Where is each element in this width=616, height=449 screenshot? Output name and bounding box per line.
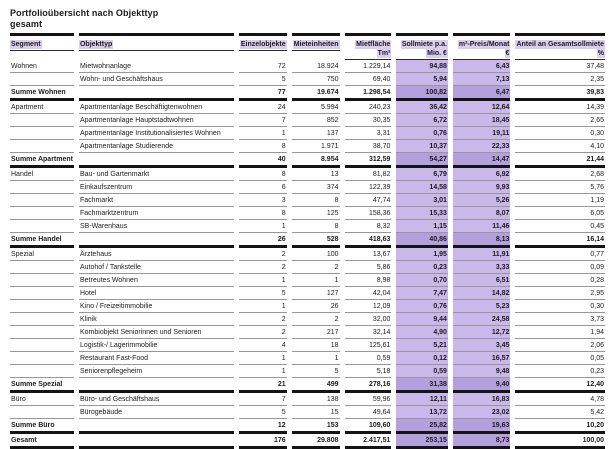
mietflaeche-cell: 8,32 (345, 220, 392, 233)
mieteinheiten-cell: 18 (292, 339, 340, 352)
segment-cell (10, 194, 74, 207)
sum-row (10, 419, 605, 434)
preis-cell: 3,33 (453, 261, 510, 274)
sollmiete-cell: 1,95 (396, 248, 448, 261)
einzelobjekte-cell: 7 (239, 114, 287, 127)
mieteinheiten-cell: 217 (292, 326, 340, 339)
anteil-cell: 5,76 (515, 181, 605, 194)
objekttyp-cell: Fachmarktzentrum (79, 207, 234, 220)
objekttyp-cell: Bürogebäude (79, 406, 234, 419)
preis-cell: 5,26 (453, 194, 510, 207)
data-row (10, 300, 605, 313)
anteil-cell: 37,48 (515, 60, 605, 73)
mieteinheiten-cell: 1.971 (292, 140, 340, 153)
objekttyp-cell (79, 233, 234, 248)
mieteinheiten-cell: 8.954 (292, 153, 340, 168)
sollmiete-cell: 0,76 (396, 300, 448, 313)
column-label: Anteil an Gesamtsollmiete (516, 41, 604, 48)
mieteinheiten-cell: 8 (292, 194, 340, 207)
objekttyp-cell (79, 419, 234, 434)
objekttyp-cell: Ärztehaus (79, 248, 234, 261)
mietflaeche-cell: 418,63 (345, 233, 392, 248)
mieteinheiten-cell: 8 (292, 220, 340, 233)
segment-cell: Summe Wohnen (10, 86, 74, 101)
objekttyp-cell: Klinik (79, 313, 234, 326)
einzelobjekte-cell: 2 (239, 313, 287, 326)
mietflaeche-cell: 47,74 (345, 194, 392, 207)
anteil-cell: 0,30 (515, 300, 605, 313)
einzelobjekte-cell: 8 (239, 168, 287, 181)
einzelobjekte-cell: 1 (239, 300, 287, 313)
segment-cell (10, 287, 74, 300)
objekttyp-cell (79, 86, 234, 101)
segment-cell: Gesamt (10, 434, 74, 449)
mietflaeche-cell: 42,04 (345, 287, 392, 300)
sollmiete-cell: 0,76 (396, 127, 448, 140)
mietflaeche-cell: 278,16 (345, 378, 392, 393)
anteil-cell: 16,14 (515, 233, 605, 248)
column-header-segment (10, 33, 74, 60)
mieteinheiten-cell: 127 (292, 287, 340, 300)
einzelobjekte-cell: 2 (239, 248, 287, 261)
anteil-cell: 2,06 (515, 339, 605, 352)
data-row (10, 101, 605, 114)
einzelobjekte-cell: 3 (239, 194, 287, 207)
sum-row (10, 378, 605, 393)
data-row (10, 274, 605, 287)
preis-cell: 9,93 (453, 181, 510, 194)
mietflaeche-cell: 2.417,51 (345, 434, 392, 449)
sollmiete-cell: 0,23 (396, 261, 448, 274)
preis-cell: 12,64 (453, 101, 510, 114)
mieteinheiten-cell: 153 (292, 419, 340, 434)
preis-cell: 5,23 (453, 300, 510, 313)
objekttyp-cell (79, 153, 234, 168)
objekttyp-cell: Einkaufszentrum (79, 181, 234, 194)
einzelobjekte-cell: 1 (239, 220, 287, 233)
segment-cell (10, 207, 74, 220)
mieteinheiten-cell: 5.994 (292, 101, 340, 114)
segment-cell: Wohnen (10, 60, 74, 73)
mietflaeche-cell: 5,18 (345, 365, 392, 378)
report-title (10, 8, 610, 30)
einzelobjekte-cell: 4 (239, 339, 287, 352)
segment-cell (10, 300, 74, 313)
column-label: Einzelobjekte (240, 41, 286, 48)
segment-cell (10, 73, 74, 86)
preis-cell: 6,92 (453, 168, 510, 181)
preis-cell: 16,83 (453, 393, 510, 406)
column-unit: € (505, 50, 510, 57)
anteil-cell: 2,95 (515, 287, 605, 300)
objekttyp-cell: Hotel (79, 287, 234, 300)
column-header-anteil (515, 33, 605, 60)
column-header-mieteinheiten (292, 33, 340, 60)
report-title-line2: gesamt (10, 19, 43, 29)
column-label: Objekttyp (79, 41, 113, 48)
einzelobjekte-cell: 5 (239, 406, 287, 419)
segment-cell: Büro (10, 393, 74, 406)
einzelobjekte-cell: 8 (239, 207, 287, 220)
data-row (10, 60, 605, 73)
mieteinheiten-cell: 2 (292, 313, 340, 326)
segment-cell: Summe Apartment (10, 153, 74, 168)
preis-cell: 22,33 (453, 140, 510, 153)
segment-cell (10, 326, 74, 339)
einzelobjekte-cell: 12 (239, 419, 287, 434)
mietflaeche-cell: 8,98 (345, 274, 392, 287)
preis-cell: 23,02 (453, 406, 510, 419)
mieteinheiten-cell: 15 (292, 406, 340, 419)
sollmiete-cell: 0,12 (396, 352, 448, 365)
einzelobjekte-cell: 6 (239, 181, 287, 194)
anteil-cell: 0,28 (515, 274, 605, 287)
einzelobjekte-cell: 40 (239, 153, 287, 168)
einzelobjekte-cell: 24 (239, 101, 287, 114)
data-row (10, 313, 605, 326)
column-label: m²-Preis/Monat (458, 41, 510, 48)
preis-cell: 9,48 (453, 365, 510, 378)
preis-cell: 8,13 (453, 233, 510, 248)
sollmiete-cell: 12,11 (396, 393, 448, 406)
sollmiete-cell: 1,15 (396, 220, 448, 233)
anteil-cell: 2,68 (515, 168, 605, 181)
mieteinheiten-cell: 19.674 (292, 86, 340, 101)
segment-cell (10, 274, 74, 287)
anteil-cell: 4,10 (515, 140, 605, 153)
mieteinheiten-cell: 100 (292, 248, 340, 261)
sollmiete-cell: 5,21 (396, 339, 448, 352)
mieteinheiten-cell: 374 (292, 181, 340, 194)
sollmiete-cell: 10,37 (396, 140, 448, 153)
anteil-cell: 100,00 (515, 434, 605, 449)
segment-cell (10, 261, 74, 274)
mietflaeche-cell: 32,14 (345, 326, 392, 339)
segment-cell: Handel (10, 168, 74, 181)
objekttyp-cell: Kombiobjekt Seniorinnen und Senioren (79, 326, 234, 339)
sollmiete-cell: 0,70 (396, 274, 448, 287)
objekttyp-cell (79, 378, 234, 393)
report-title-line1: Portfolioübersicht nach Objekttyp (10, 8, 159, 18)
objekttyp-cell: Kino / Freizeitimmobilie (79, 300, 234, 313)
mietflaeche-cell: 240,23 (345, 101, 392, 114)
objekttyp-cell: Betreutes Wohnen (79, 274, 234, 287)
mietflaeche-cell: 1.298,54 (345, 86, 392, 101)
mietflaeche-cell: 59,96 (345, 393, 392, 406)
segment-cell: Spezial (10, 248, 74, 261)
objekttyp-cell: Apartmentanlage Institutionalisiertes Wohnen (79, 127, 234, 140)
mietflaeche-cell: 158,36 (345, 207, 392, 220)
preis-cell: 9,40 (453, 378, 510, 393)
sum-row (10, 86, 605, 101)
preis-cell: 19,63 (453, 419, 510, 434)
mietflaeche-cell: 12,09 (345, 300, 392, 313)
mieteinheiten-cell: 852 (292, 114, 340, 127)
segment-cell (10, 352, 74, 365)
segment-cell (10, 127, 74, 140)
objekttyp-cell: Apartmentanlage Studierende (79, 140, 234, 153)
table-body (10, 60, 605, 449)
objekttyp-cell (79, 434, 234, 449)
anteil-cell: 6,05 (515, 207, 605, 220)
preis-cell: 11,46 (453, 220, 510, 233)
objekttyp-cell: Apartmentanlage Hauptstadtwohnen (79, 114, 234, 127)
data-row (10, 114, 605, 127)
column-header-preis (453, 33, 510, 60)
einzelobjekte-cell: 1 (239, 365, 287, 378)
preis-cell: 18,45 (453, 114, 510, 127)
einzelobjekte-cell: 1 (239, 352, 287, 365)
einzelobjekte-cell: 1 (239, 127, 287, 140)
segment-cell: Apartment (10, 101, 74, 114)
column-header-einzelobjekte (239, 33, 287, 60)
einzelobjekte-cell: 7 (239, 393, 287, 406)
anteil-cell: 21,44 (515, 153, 605, 168)
mietflaeche-cell: 5,86 (345, 261, 392, 274)
segment-cell (10, 313, 74, 326)
einzelobjekte-cell: 5 (239, 287, 287, 300)
column-header-objekttyp (79, 33, 234, 60)
anteil-cell: 4,78 (515, 393, 605, 406)
preis-cell: 6,47 (453, 86, 510, 101)
einzelobjekte-cell: 21 (239, 378, 287, 393)
sollmiete-cell: 5,94 (396, 73, 448, 86)
objekttyp-cell: Apartmentanlage Beschäftigtenwohnen (79, 101, 234, 114)
mieteinheiten-cell: 13 (292, 168, 340, 181)
mieteinheiten-cell: 26 (292, 300, 340, 313)
column-header-mietflaeche (345, 33, 392, 60)
column-label: Segment (11, 41, 41, 48)
sollmiete-cell: 253,15 (396, 434, 448, 449)
column-unit: % (597, 50, 604, 57)
data-row (10, 287, 605, 300)
sollmiete-cell: 6,79 (396, 168, 448, 181)
einzelobjekte-cell: 26 (239, 233, 287, 248)
objekttyp-cell: Restaurant Fast-Food (79, 352, 234, 365)
mieteinheiten-cell: 1 (292, 274, 340, 287)
data-row (10, 248, 605, 261)
sollmiete-cell: 7,47 (396, 287, 448, 300)
anteil-cell: 39,83 (515, 86, 605, 101)
einzelobjekte-cell: 5 (239, 73, 287, 86)
total-row (10, 434, 605, 449)
data-row (10, 393, 605, 406)
objekttyp-cell: Büro- und Geschäftshaus (79, 393, 234, 406)
anteil-cell: 0,23 (515, 365, 605, 378)
header-row (10, 33, 605, 60)
preis-cell: 6,43 (453, 60, 510, 73)
segment-cell (10, 140, 74, 153)
data-row (10, 140, 605, 153)
objekttyp-cell: Fachmarkt (79, 194, 234, 207)
mieteinheiten-cell: 125 (292, 207, 340, 220)
anteil-cell: 2,35 (515, 73, 605, 86)
objekttyp-cell: Wohn- und Geschäftshaus (79, 73, 234, 86)
sum-row (10, 153, 605, 168)
mieteinheiten-cell: 528 (292, 233, 340, 248)
data-row (10, 220, 605, 233)
segment-cell (10, 181, 74, 194)
anteil-cell: 2,65 (515, 114, 605, 127)
column-header-sollmiete (396, 33, 448, 60)
sollmiete-cell: 36,42 (396, 101, 448, 114)
preis-cell: 8,07 (453, 207, 510, 220)
data-row (10, 127, 605, 140)
column-label: Sollmiete p.a. (401, 41, 447, 48)
mietflaeche-cell: 38,70 (345, 140, 392, 153)
sollmiete-cell: 6,72 (396, 114, 448, 127)
data-row (10, 406, 605, 419)
mietflaeche-cell: 81,82 (345, 168, 392, 181)
sollmiete-cell: 54,27 (396, 153, 448, 168)
einzelobjekte-cell: 2 (239, 261, 287, 274)
mietflaeche-cell: 32,00 (345, 313, 392, 326)
mieteinheiten-cell: 2 (292, 261, 340, 274)
sollmiete-cell: 3,01 (396, 194, 448, 207)
data-row (10, 261, 605, 274)
mietflaeche-cell: 109,60 (345, 419, 392, 434)
mieteinheiten-cell: 18.924 (292, 60, 340, 73)
anteil-cell: 1,94 (515, 326, 605, 339)
sollmiete-cell: 25,82 (396, 419, 448, 434)
sollmiete-cell: 15,33 (396, 207, 448, 220)
einzelobjekte-cell: 1 (239, 274, 287, 287)
sollmiete-cell: 31,38 (396, 378, 448, 393)
preis-cell: 24,58 (453, 313, 510, 326)
data-row (10, 194, 605, 207)
mietflaeche-cell: 30,35 (345, 114, 392, 127)
column-label: Mieteinheiten (293, 41, 339, 48)
preis-cell: 14,82 (453, 287, 510, 300)
objekttyp-cell: Bau- und Gartenmarkt (79, 168, 234, 181)
anteil-cell: 5,42 (515, 406, 605, 419)
sollmiete-cell: 13,72 (396, 406, 448, 419)
preis-cell: 8,73 (453, 434, 510, 449)
segment-cell (10, 339, 74, 352)
sollmiete-cell: 0,59 (396, 365, 448, 378)
anteil-cell: 0,30 (515, 127, 605, 140)
sollmiete-cell: 14,58 (396, 181, 448, 194)
objekttyp-cell: Seniorenpflegeheim (79, 365, 234, 378)
sum-row (10, 233, 605, 248)
sollmiete-cell: 40,86 (396, 233, 448, 248)
mieteinheiten-cell: 29.808 (292, 434, 340, 449)
einzelobjekte-cell: 176 (239, 434, 287, 449)
anteil-cell: 0,77 (515, 248, 605, 261)
mietflaeche-cell: 13,67 (345, 248, 392, 261)
mietflaeche-cell: 1.229,14 (345, 60, 392, 73)
anteil-cell: 1,19 (515, 194, 605, 207)
mieteinheiten-cell: 5 (292, 365, 340, 378)
data-row (10, 339, 605, 352)
mieteinheiten-cell: 138 (292, 393, 340, 406)
data-row (10, 168, 605, 181)
anteil-cell: 0,45 (515, 220, 605, 233)
preis-cell: 12,72 (453, 326, 510, 339)
mietflaeche-cell: 49,64 (345, 406, 392, 419)
preis-cell: 11,91 (453, 248, 510, 261)
anteil-cell: 3,73 (515, 313, 605, 326)
data-row (10, 207, 605, 220)
segment-cell: Summe Spezial (10, 378, 74, 393)
anteil-cell: 14,39 (515, 101, 605, 114)
segment-cell (10, 220, 74, 233)
objekttyp-cell: SB-Warenhaus (79, 220, 234, 233)
column-unit: Mio. € (427, 50, 447, 57)
einzelobjekte-cell: 2 (239, 326, 287, 339)
segment-cell (10, 406, 74, 419)
einzelobjekte-cell: 72 (239, 60, 287, 73)
data-row (10, 326, 605, 339)
data-row (10, 352, 605, 365)
data-row (10, 181, 605, 194)
mietflaeche-cell: 3,31 (345, 127, 392, 140)
einzelobjekte-cell: 8 (239, 140, 287, 153)
sollmiete-cell: 9,44 (396, 313, 448, 326)
objekttyp-cell: Mietwohnanlage (79, 60, 234, 73)
sollmiete-cell: 94,88 (396, 60, 448, 73)
data-row (10, 73, 605, 86)
preis-cell: 16,57 (453, 352, 510, 365)
data-row (10, 365, 605, 378)
anteil-cell: 10,20 (515, 419, 605, 434)
mietflaeche-cell: 69,40 (345, 73, 392, 86)
anteil-cell: 0,05 (515, 352, 605, 365)
column-label: Mietfläche (356, 41, 391, 48)
segment-cell: Summe Büro (10, 419, 74, 434)
segment-cell (10, 365, 74, 378)
einzelobjekte-cell: 77 (239, 86, 287, 101)
objekttyp-cell: Autohof / Tankstelle (79, 261, 234, 274)
preis-cell: 14,47 (453, 153, 510, 168)
mietflaeche-cell: 312,59 (345, 153, 392, 168)
mietflaeche-cell: 0,59 (345, 352, 392, 365)
preis-cell: 3,45 (453, 339, 510, 352)
objekttyp-cell: Logistik-/ Lagerimmobilie (79, 339, 234, 352)
mieteinheiten-cell: 750 (292, 73, 340, 86)
portfolio-table (5, 33, 610, 449)
preis-cell: 7,13 (453, 73, 510, 86)
anteil-cell: 12,40 (515, 378, 605, 393)
sollmiete-cell: 100,82 (396, 86, 448, 101)
mietflaeche-cell: 125,61 (345, 339, 392, 352)
preis-cell: 6,51 (453, 274, 510, 287)
mieteinheiten-cell: 1 (292, 352, 340, 365)
preis-cell: 19,11 (453, 127, 510, 140)
mieteinheiten-cell: 499 (292, 378, 340, 393)
mieteinheiten-cell: 137 (292, 127, 340, 140)
segment-cell: Summe Handel (10, 233, 74, 248)
anteil-cell: 0,09 (515, 261, 605, 274)
sollmiete-cell: 4,90 (396, 326, 448, 339)
segment-cell (10, 114, 74, 127)
column-unit: Tm² (377, 50, 391, 57)
mietflaeche-cell: 122,39 (345, 181, 392, 194)
